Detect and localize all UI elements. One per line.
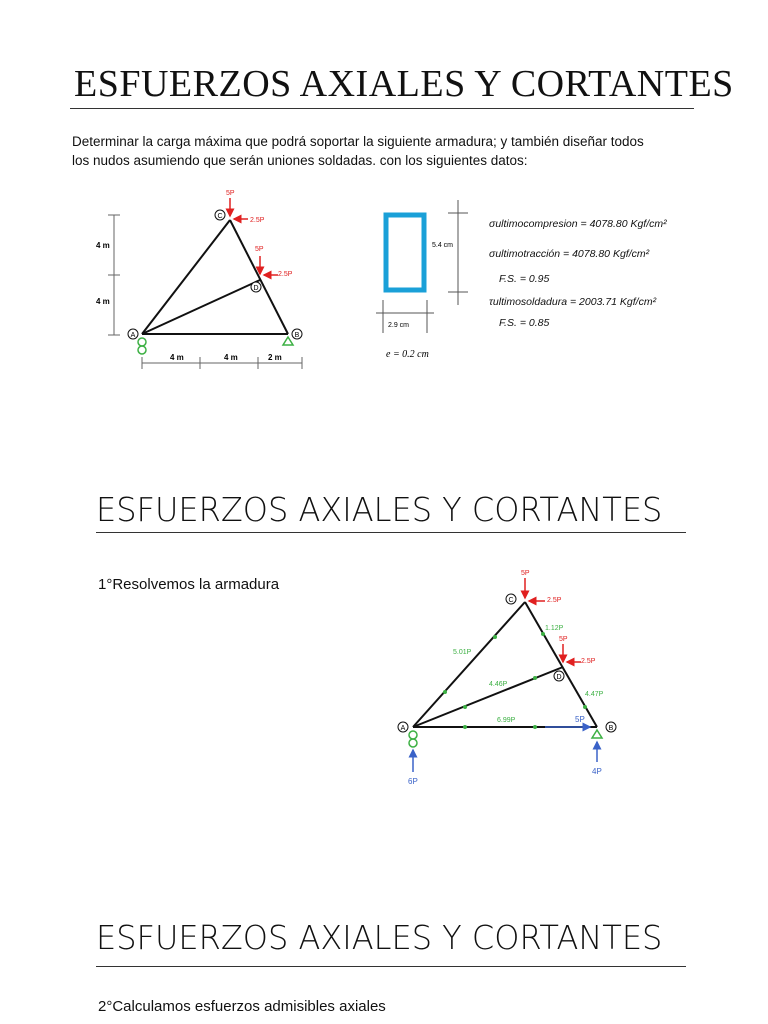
formula-fs-2: F.S. = 0.85 <box>499 317 550 329</box>
step-2-label: 2°Calculamos esfuerzos admisibles axiales <box>98 998 386 1015</box>
solved-node-b: B <box>608 725 614 732</box>
force-ab: 6.99P <box>497 717 516 724</box>
solved-node-a: A <box>400 725 406 732</box>
dim-horizontal-2: 4 m <box>224 353 238 362</box>
force-db: 4.47P <box>585 691 604 698</box>
node-label-a: A <box>130 332 136 339</box>
section-2-title: ESFUERZOS AXIALES Y CORTANTES <box>96 490 663 529</box>
load-c-horizontal: 2.5P <box>250 217 265 224</box>
solved-truss-diagram <box>385 562 635 792</box>
reaction-a-vertical: 6P <box>408 777 418 786</box>
dim-vertical-1: 4 m <box>96 241 110 250</box>
solved-load-c-vertical: 5P <box>521 570 530 577</box>
force-ad: 4.46P <box>489 681 508 688</box>
solved-load-c-horizontal: 2.5P <box>547 597 562 604</box>
formula-fs-1: F.S. = 0.95 <box>499 273 550 285</box>
problem-line-1: Determinar la carga máxima que podrá soportar la siguiente armadura; y también diseñar todos <box>72 134 644 149</box>
solved-node-c: C <box>508 597 514 604</box>
problem-statement <box>72 132 702 170</box>
section-3-title: ESFUERZOS AXIALES Y CORTANTES <box>96 918 663 957</box>
dim-horizontal-1: 4 m <box>170 353 184 362</box>
section-width-label: 2.9 cm <box>388 322 410 329</box>
node-label-b: B <box>294 332 300 339</box>
formula-traction: σultimotracción = 4078.80 Kgf/cm² <box>489 248 650 260</box>
step-1-label: 1°Resolvemos la armadura <box>98 576 280 593</box>
section-3-underline <box>96 966 686 967</box>
solved-load-d-vertical: 5P <box>559 636 568 643</box>
dim-horizontal-3: 2 m <box>268 353 282 362</box>
cross-section-diagram <box>370 195 480 365</box>
solved-node-d: D <box>556 674 562 681</box>
title-underline <box>70 108 694 109</box>
reaction-b-horizontal: 5P <box>575 715 585 724</box>
formula-block <box>485 205 725 330</box>
node-label-c: C <box>217 213 223 220</box>
page-title: ESFUERZOS AXIALES Y CORTANTES <box>74 63 734 105</box>
dim-vertical-2: 4 m <box>96 297 110 306</box>
truss-diagram <box>90 180 320 380</box>
problem-line-2: los nudos asumiendo que serán uniones soldadas. con los siguientes datos: <box>72 153 528 168</box>
load-c-vertical: 5P <box>226 190 235 197</box>
load-d-vertical: 5P <box>255 246 264 253</box>
load-d-horizontal: 2.5P <box>278 271 293 278</box>
section-2-underline <box>96 532 686 533</box>
formula-weld: τultimosoldadura = 2003.71 Kgf/cm² <box>489 296 657 308</box>
formula-compression: σultimocompresion = 4078.80 Kgf/cm² <box>489 218 667 230</box>
node-label-d: D <box>253 285 259 292</box>
section-height-label: 5.4 cm <box>432 242 454 249</box>
solved-load-d-horizontal: 2.5P <box>581 658 596 665</box>
reaction-b-vertical: 4P <box>592 767 602 776</box>
force-cd: 1.12P <box>545 625 564 632</box>
section-thickness-label: e = 0.2 cm <box>386 349 429 360</box>
force-ac: 5.01P <box>453 649 472 656</box>
